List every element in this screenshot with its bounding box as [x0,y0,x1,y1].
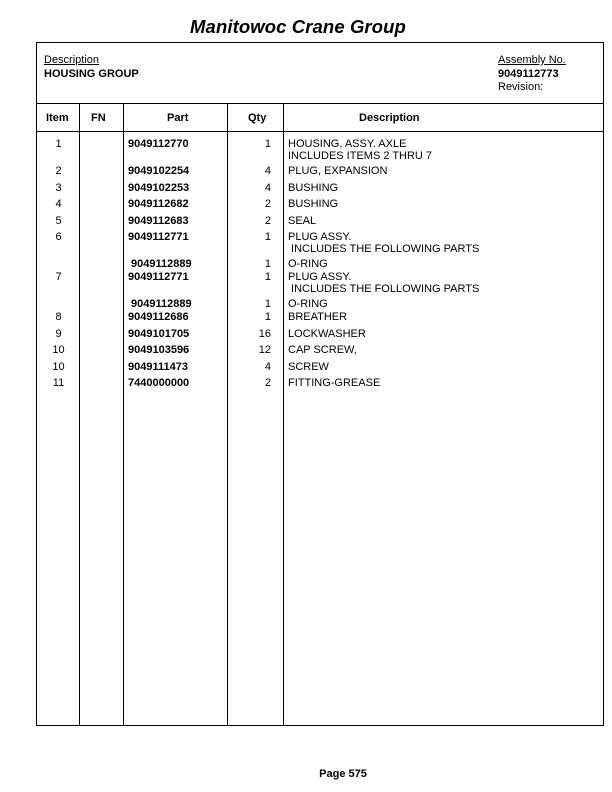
item-number: 8 [55,311,62,323]
part-description: FITTING-GREASE [288,377,381,389]
revision-label: Revision: [498,81,544,93]
item-number: 3 [55,181,62,194]
table-row [37,329,603,346]
table-row [37,183,603,200]
description-value: HOUSING GROUP [44,67,139,80]
quantity: 4 [264,181,271,194]
part-description: CAP SCREW, [288,344,357,356]
item-number: 7 [55,271,62,283]
quantity: 1 [264,311,271,323]
column-header-fn: FN [91,112,106,124]
column-header-description: Description [359,112,420,124]
part-number: 9049112771 [128,231,189,243]
part-number: 9049111473 [128,360,188,373]
part-description: O-RING [288,298,328,310]
part-number: 9049112770 [128,138,189,150]
part-number: 7440000000 [128,377,190,389]
parts-table-body [37,139,603,395]
item-number: 2 [55,165,62,177]
description-block [44,54,139,81]
part-description: PLUG ASSY. INCLUDES THE FOLLOWING PARTS [288,271,480,295]
parts-list-frame [36,42,604,726]
quantity: 1 [264,298,271,310]
part-number: 9049112683 [128,214,189,227]
table-row [37,272,603,299]
table-row [37,362,603,379]
assembly-label: Assembly No. [498,54,566,66]
part-description: SCREW [288,360,329,373]
quantity: 2 [264,377,271,389]
item-number: 9 [55,327,62,340]
part-description: O-RING [288,258,328,270]
column-header-part: Part [167,112,189,124]
table-row [37,312,603,329]
quantity: 1 [264,231,271,243]
item-number: 6 [55,231,62,243]
item-number: 10 [52,344,65,356]
quantity: 2 [264,198,271,210]
item-number: 10 [52,360,65,373]
part-number: 9049112682 [128,198,189,210]
item-number: 5 [55,214,62,227]
table-row [37,139,603,166]
quantity: 16 [258,327,271,340]
table-row [37,232,603,259]
part-description: LOCKWASHER [288,327,366,340]
quantity: 12 [258,344,271,356]
quantity: 4 [264,165,271,177]
table-row [37,216,603,233]
table-row [37,199,603,216]
part-number: 9049103596 [128,344,190,356]
part-description: SEAL [288,214,317,227]
item-number: 4 [55,198,62,210]
quantity: 1 [264,138,271,150]
part-description: HOUSING, ASSY. AXLE INCLUDES ITEMS 2 THRU 7 [288,138,433,162]
assembly-number: 9049112773 [498,67,559,80]
quantity: 1 [264,258,271,270]
part-description: PLUG ASSY. INCLUDES THE FOLLOWING PARTS [288,231,480,255]
table-row [37,166,603,183]
table-header [37,104,603,132]
part-number: 9049101705 [128,327,190,340]
part-number: 9049102253 [128,181,190,194]
table-row [37,378,603,395]
part-description: BREATHER [288,311,348,323]
part-description: PLUG, EXPANSION [288,165,388,177]
assembly-block [498,54,566,95]
page-number: Page 575 [319,768,367,780]
document-title: Manitowoc Crane Group [190,16,406,37]
part-number: 9049112771 [128,271,189,283]
part-description: BUSHING [288,181,339,194]
quantity: 1 [264,271,271,283]
assembly-header [37,43,603,104]
column-header-qty: Qty [248,112,267,124]
part-number: 9049112889 [131,298,192,310]
item-number: 1 [55,138,62,150]
table-row [37,345,603,362]
item-number: 11 [52,377,65,389]
part-number: 9049102254 [128,165,190,177]
part-description: BUSHING [288,198,339,210]
description-label: Description [44,54,100,66]
quantity: 4 [264,360,271,373]
part-number: 9049112686 [128,311,189,323]
quantity: 2 [264,214,271,227]
part-number: 9049112889 [131,258,192,270]
column-header-item: Item [46,112,69,124]
